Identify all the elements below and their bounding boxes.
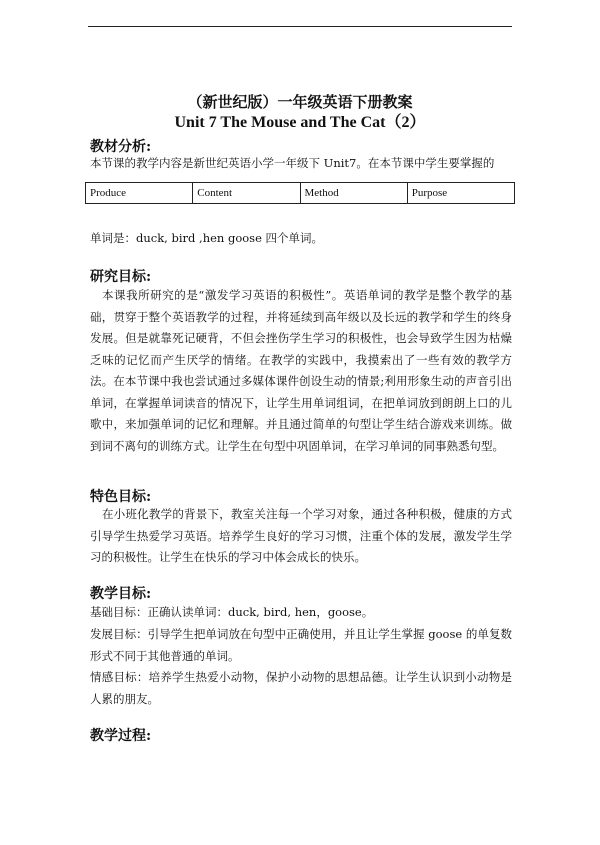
table-header-row	[86, 183, 515, 204]
header-rule	[88, 26, 512, 27]
materials-intro: 本节课的教学内容是新世纪英语小学一年级下 Unit7。在本节课中学生要掌握的	[90, 156, 495, 170]
table-header-cell: Produce	[86, 183, 193, 204]
goals-heading: 教学目标:	[90, 586, 152, 602]
process-heading: 教学过程:	[90, 728, 152, 744]
goals-development: 发展目标：引导学生把单词放在句型中正确使用，并且让学生掌握 goose 的单复数形式不同于其他普通的单词。	[90, 627, 512, 663]
goals-emotion: 情感目标：培养学生热爱小动物，保护小动物的思想品德。让学生认识到小动物是人累的朋友。	[90, 670, 512, 706]
table-header-cell: Content	[193, 183, 300, 204]
goals-basic: 基础目标：正确认读单词：duck, bird, hen，goose。	[90, 605, 374, 619]
research-body: 本课我所研究的是“激发学习英语的积极性”。英语单词的教学是整个教学的基础，贯穿于整个英语教学的过程，并将延续到高年级以及长远的教学和学生的终身发展。但是就靠死记硬背，不但会挫伤学生学习的积极性，也会导致学生因为枯燥乏味的记忆而产生厌学的情绪。在教学的实践中，我摸索出了一些有效的教学方法。在本节课中我也尝试通过多媒体课件创设生动的情景;利用形象生动的声音引出单词，在掌握单词读音的情况下，让学生用单词组词，在把单词放到朗朗上口的儿歌中，来加强单词的记忆和理解。并且通过简单的句型让学生结合游戏来训练。做到词不离句的训练方式。让学生在句型中巩固单词，在学习单词的同事熟悉句型。	[90, 288, 512, 453]
table-header-cell: Purpose	[407, 183, 514, 204]
lesson-table	[85, 182, 515, 204]
features-heading: 特色目标:	[90, 489, 152, 505]
document-title: （新世纪版）一年级英语下册教案	[187, 93, 413, 111]
materials-vocab: 单词是：duck, bird ,hen goose 四个单词。	[90, 231, 324, 245]
materials-heading: 教材分析:	[90, 139, 152, 155]
features-body: 在小班化教学的背景下，教室关注每一个学习对象，通过各种积极，健康的方式引导学生热爱学习英语。培养学生良好的学习习惯，注重个体的发展，激发学生学习的积极性。让学生在快乐的学习中体会成长的快乐。	[90, 507, 512, 564]
table-header-cell: Method	[300, 183, 407, 204]
research-heading: 研究目标:	[90, 269, 152, 285]
unit-title: Unit 7 The Mouse and The Cat（2）	[174, 114, 426, 131]
